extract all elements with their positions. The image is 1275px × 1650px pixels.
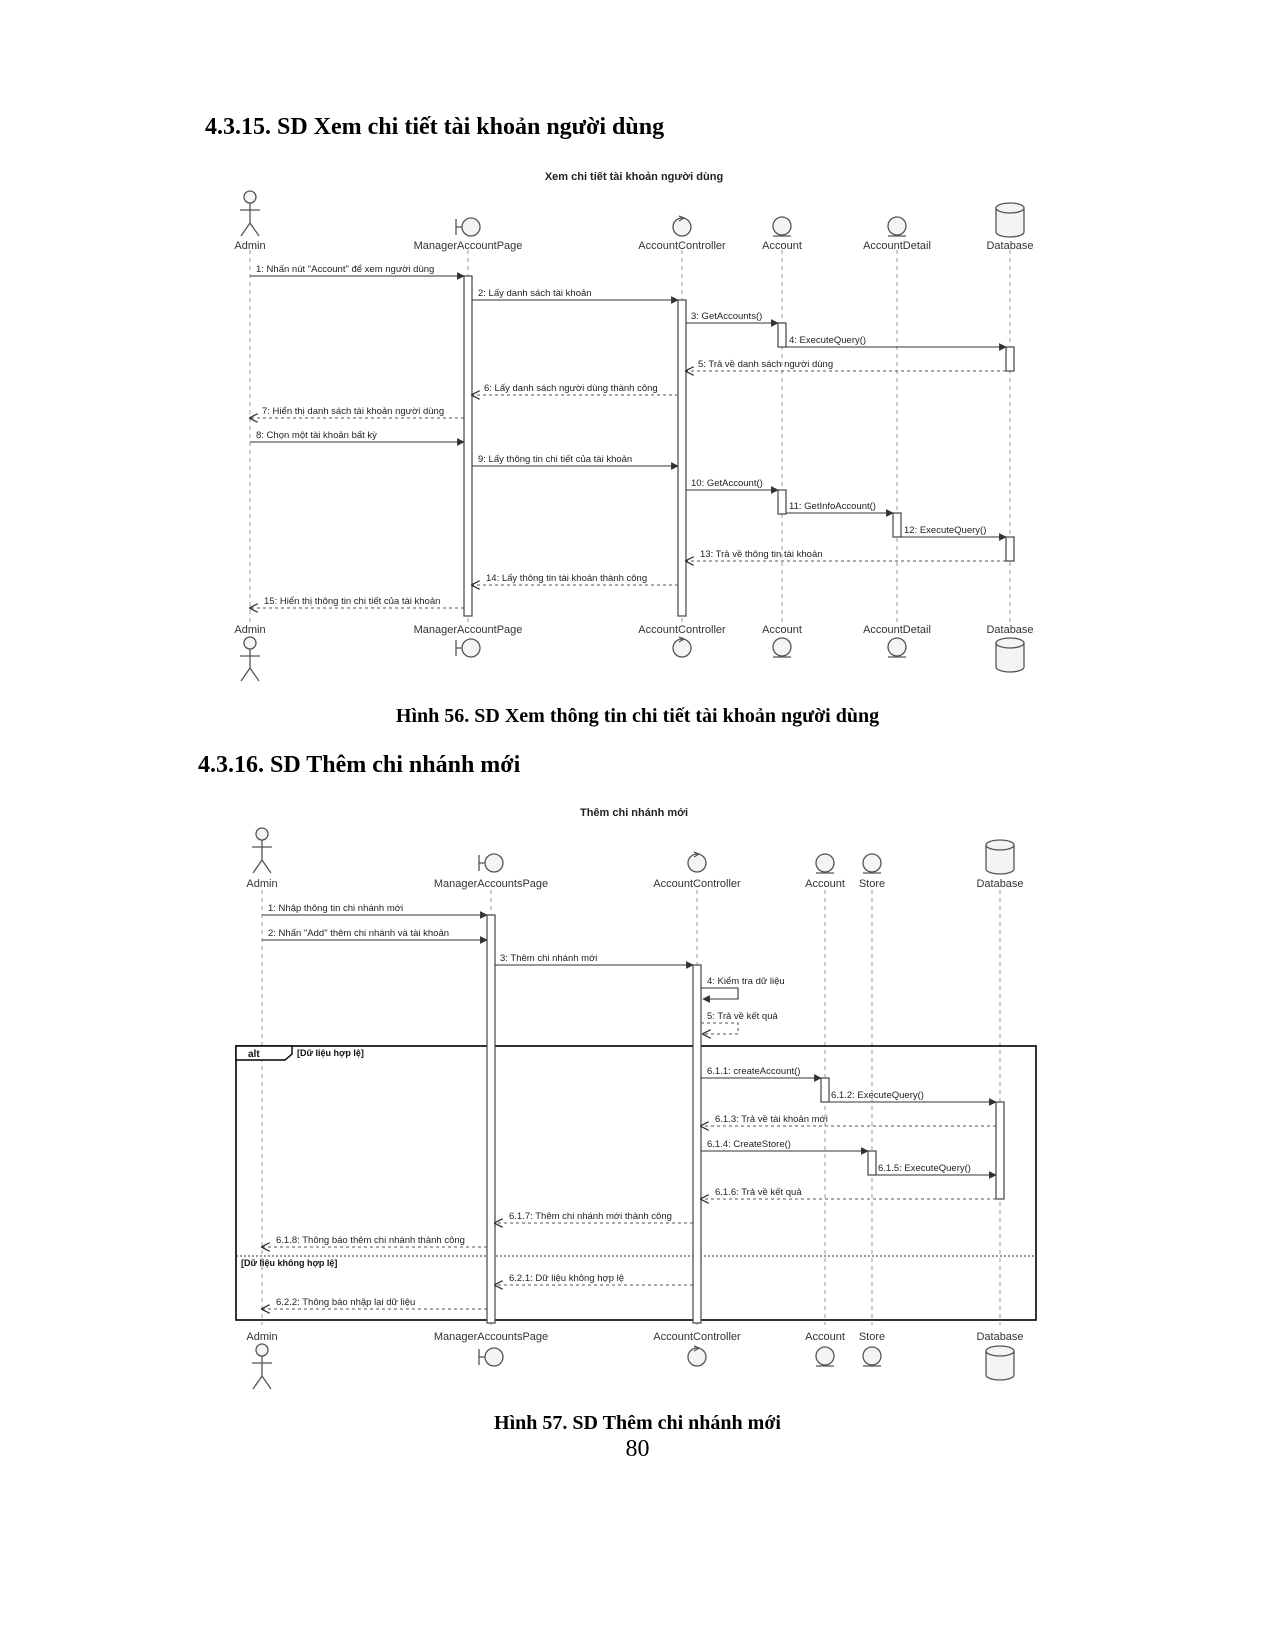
entity-icon [773, 217, 791, 236]
participant-account: Account [762, 240, 802, 252]
message-label: 6.1.8: Thông báo thêm chi nhánh thành công [276, 1235, 465, 1246]
message-label: 7: Hiển thị danh sách tài khoản người dùng [262, 406, 445, 417]
message-label: 11: GetInfoAccount() [789, 501, 876, 512]
participant-account: Account [805, 878, 845, 890]
entity-icon [888, 638, 906, 657]
message-label: 3: GetAccounts() [691, 311, 763, 322]
actor-icon [252, 828, 272, 873]
participant-manager-accounts-page: ManagerAccountsPage [433, 878, 549, 890]
message-label: 6.2.1: Dữ liệu không hợp lệ [509, 1273, 625, 1284]
participant-admin: Admin [234, 624, 266, 636]
message-label: 2: Lấy danh sách tài khoản [478, 288, 592, 299]
control-icon [673, 216, 691, 236]
message-label: 5: Trả về danh sách người dùng [698, 359, 834, 370]
boundary-icon [456, 639, 480, 657]
message-label: 1: Nhấn nút "Account" để xem người dùng [256, 264, 435, 275]
participant-admin: Admin [246, 1331, 278, 1343]
activation-bar [1006, 537, 1014, 561]
message-label: 6.1.7: Thêm chi nhánh mới thành công [509, 1211, 672, 1222]
participant-database: Database [976, 1331, 1024, 1343]
participant-store: Store [858, 1331, 886, 1343]
participant-database: Database [986, 624, 1034, 636]
entity-icon [773, 638, 791, 657]
diagram-title: Xem chi tiết tài khoản người dùng [544, 171, 724, 183]
message-label: 6.1.4: CreateStore() [707, 1139, 791, 1150]
boundary-icon [479, 854, 503, 872]
activation-bar [868, 1151, 876, 1175]
message-label: 1: Nhập thông tin chi nhánh mới [268, 903, 404, 914]
message-label: 12: ExecuteQuery() [904, 525, 987, 536]
message-label: 9: Lấy thông tin chi tiết của tài khoản [478, 454, 633, 465]
message-label: 15: Hiển thị thông tin chi tiết của tài khoản [264, 596, 441, 607]
database-icon [996, 203, 1024, 237]
participant-manager-account-page: ManagerAccountPage [413, 240, 523, 252]
entity-icon [863, 1347, 881, 1366]
sequence-diagram-view-account-detail [0, 160, 1275, 690]
diagram-title: Thêm chi nhánh mới [579, 807, 689, 819]
activation-bar [464, 276, 472, 616]
database-icon [996, 638, 1024, 672]
message-label: 6.2.2: Thông báo nhập lại dữ liệu [276, 1297, 416, 1308]
boundary-icon [456, 218, 480, 236]
message-label: 14: Lấy thông tin tài khoản thành công [486, 573, 648, 584]
activation-bar [487, 915, 495, 1323]
entity-icon [816, 854, 834, 873]
activation-bar [996, 1102, 1004, 1199]
alt-guard-invalid: [Dữ liệu không hợp lệ] [241, 1258, 338, 1268]
activation-bar [1006, 347, 1014, 371]
activation-bar [821, 1078, 829, 1102]
activation-bar [778, 323, 786, 347]
participant-account-detail: AccountDetail [863, 624, 931, 636]
message-label: 4: ExecuteQuery() [789, 335, 867, 346]
activation-bar [778, 490, 786, 514]
entity-icon [816, 1347, 834, 1366]
activation-bar [678, 300, 686, 616]
participant-admin: Admin [234, 240, 266, 252]
message-label: 6.1.6: Trả về kết quả [715, 1187, 802, 1198]
entity-icon [863, 854, 881, 873]
participant-account-detail: AccountDetail [863, 240, 931, 252]
participant-manager-accounts-page: ManagerAccountsPage [433, 1331, 549, 1343]
participant-database: Database [976, 878, 1024, 890]
activation-bar [693, 965, 701, 1323]
message-label: 10: GetAccount() [691, 478, 763, 489]
message-label: 5: Trả về kết quả [707, 1011, 778, 1022]
alt-operator-tab [236, 1046, 292, 1060]
participant-account-controller: AccountController [653, 878, 741, 890]
entity-icon [888, 217, 906, 236]
control-icon [688, 852, 706, 872]
database-icon [986, 840, 1014, 874]
section-heading-4-3-15: 4.3.15. SD Xem chi tiết tài khoản người dùng [205, 114, 665, 140]
control-icon [673, 637, 691, 657]
boundary-icon [479, 1348, 503, 1366]
message-label: 6.1.3: Trả về tài khoản mới [715, 1114, 828, 1125]
activation-bar [893, 513, 901, 537]
message-label: 8: Chọn một tài khoản bất kỳ [256, 430, 377, 441]
participant-manager-account-page: ManagerAccountPage [413, 624, 523, 636]
message-label: 4: Kiểm tra dữ liệu [707, 976, 785, 987]
participant-account-controller: AccountController [638, 624, 726, 636]
message-label: 3: Thêm chi nhánh mới [500, 953, 598, 964]
alt-guard-valid: [Dữ liệu hợp lệ] [297, 1048, 364, 1058]
alt-fragment [236, 1046, 1036, 1320]
section-heading-4-3-16: 4.3.16. SD Thêm chi nhánh mới [198, 752, 521, 778]
actor-icon [252, 1344, 272, 1389]
self-message-arrow [701, 988, 738, 999]
database-icon [986, 1346, 1014, 1380]
alt-operator-label: alt [248, 1049, 260, 1060]
self-return-arrow [701, 1023, 738, 1034]
message-label: 6.1.1: createAccount() [707, 1066, 801, 1077]
participant-database: Database [986, 240, 1034, 252]
message-label: 2: Nhấn "Add" thêm chi nhánh và tài khoản [268, 928, 450, 939]
figure-caption-57: Hình 57. SD Thêm chi nhánh mới [494, 1412, 781, 1434]
participant-account: Account [805, 1331, 845, 1343]
figure-caption-56: Hình 56. SD Xem thông tin chi tiết tài khoản người dùng [395, 705, 880, 727]
sequence-diagram-add-branch [0, 800, 1275, 1400]
participant-admin: Admin [246, 878, 278, 890]
participant-account: Account [762, 624, 802, 636]
actor-icon [240, 191, 260, 236]
message-label: 6.1.5: ExecuteQuery() [878, 1163, 971, 1174]
participant-store: Store [858, 878, 886, 890]
control-icon [688, 1346, 706, 1366]
message-label: 13: Trả về thông tin tài khoản [700, 549, 823, 560]
message-label: 6.1.2: ExecuteQuery() [831, 1090, 924, 1101]
participant-account-controller: AccountController [653, 1331, 741, 1343]
page-number: 80 [625, 1436, 650, 1462]
actor-icon [240, 637, 260, 681]
message-label: 6: Lấy danh sách người dùng thành công [484, 383, 658, 394]
participant-account-controller: AccountController [638, 240, 726, 252]
